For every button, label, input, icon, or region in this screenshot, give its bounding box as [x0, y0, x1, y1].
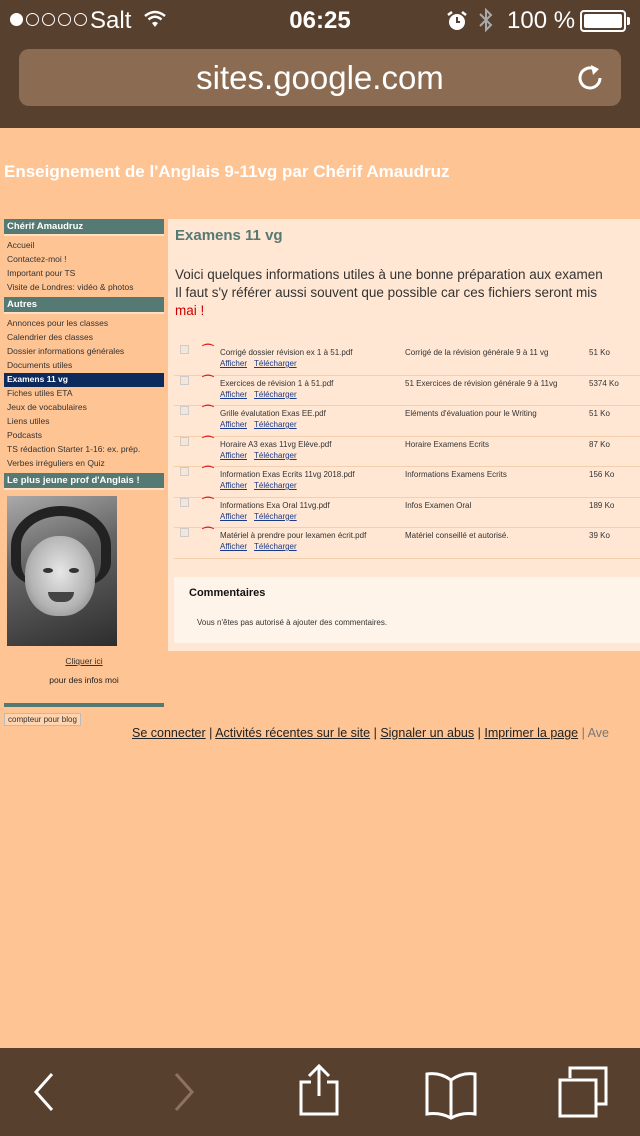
share-icon[interactable]: [297, 1062, 341, 1118]
view-link[interactable]: Afficher: [220, 511, 247, 521]
file-checkbox[interactable]: [180, 437, 189, 446]
pdf-icon: ⌒: [202, 495, 215, 510]
file-size: 39 Ko: [589, 531, 610, 540]
file-row: [174, 434, 640, 468]
battery-icon: [580, 10, 626, 32]
sidebar-item-accueil[interactable]: Accueil: [7, 240, 35, 250]
sidebar-divider: [4, 703, 164, 707]
intro-text: [175, 266, 640, 320]
comments-notice: Vous n'êtes pas autorisé à ajouter des commentaires.: [197, 618, 388, 627]
file-description: Horaire Examens Ecrits: [405, 439, 490, 449]
footer-link-report-abuse[interactable]: Signaler un abus: [380, 726, 475, 740]
comments-section: [174, 577, 640, 643]
footer-link-recent-activity[interactable]: Activités récentes sur le site: [215, 726, 371, 740]
file-size: 189 Ko: [589, 500, 615, 510]
reload-icon[interactable]: [575, 63, 605, 93]
sidebar-item-documents[interactable]: Documents utiles: [7, 360, 73, 370]
comments-title: Commentaires: [189, 587, 266, 599]
file-size: 5374 Ko: [589, 378, 619, 388]
back-icon[interactable]: [30, 1070, 58, 1114]
sidebar-item-fiches[interactable]: Fiches utiles ETA: [7, 388, 73, 398]
file-checkbox[interactable]: [180, 498, 189, 507]
download-link[interactable]: Télécharger: [253, 511, 297, 521]
view-link[interactable]: Afficher: [220, 420, 247, 429]
download-link[interactable]: Télécharger: [253, 389, 297, 399]
view-link[interactable]: Afficher: [220, 450, 247, 460]
main-content: [168, 219, 640, 651]
sidebar-header-jeune-prof: Le plus jeune prof d'Anglais !: [4, 473, 164, 490]
bookmarks-icon[interactable]: [424, 1070, 478, 1120]
teacher-photo: [7, 496, 117, 646]
file-description: Informations Examens Ecrits: [405, 470, 507, 479]
sidebar-item-ts-redaction[interactable]: TS rédaction Starter 1-16: ex. prép.: [7, 444, 141, 454]
cliquer-ici-link[interactable]: Cliquer ici: [65, 656, 103, 666]
sidebar-item-jeux[interactable]: Jeux de vocabulaires: [7, 402, 87, 412]
sidebar-item-liens[interactable]: Liens utiles: [7, 416, 50, 426]
file-name[interactable]: Matériel à prendre pour lexamen écrit.pdf: [220, 531, 367, 540]
file-checkbox[interactable]: [180, 345, 189, 354]
file-name[interactable]: Informations Exa Oral 11vg.pdf: [220, 500, 330, 510]
file-name[interactable]: Information Exas Ecrits 11vg 2018.pdf: [220, 470, 355, 479]
bluetooth-icon: [478, 6, 494, 34]
view-link[interactable]: Afficher: [220, 389, 247, 399]
file-size: 51 Ko: [589, 409, 610, 418]
view-link[interactable]: Afficher: [220, 542, 247, 551]
file-links: [220, 359, 304, 368]
battery-percent: 100 %: [507, 7, 576, 34]
file-description: Eléments d'évaluation pour le Writing: [405, 409, 537, 418]
footer-link-connect[interactable]: Se connecter: [132, 726, 206, 740]
tabs-icon[interactable]: [556, 1066, 610, 1120]
file-description: Corrigé de la révision générale 9 à 11 vg: [405, 348, 549, 357]
sidebar-header-autres: Autres: [4, 297, 164, 314]
page-title: Examens 11 vg: [175, 227, 283, 244]
pdf-icon: ⌒: [202, 404, 215, 418]
photo-caption: pour des infos moi: [49, 675, 119, 685]
view-link[interactable]: Afficher: [220, 481, 247, 490]
file-links: [220, 512, 304, 521]
file-links: [220, 542, 304, 551]
carrier-name: Salt: [90, 7, 132, 34]
view-link[interactable]: Afficher: [220, 359, 247, 368]
download-link[interactable]: Télécharger: [253, 542, 297, 551]
sidebar-item-dossier[interactable]: Dossier informations générales: [7, 346, 125, 356]
file-row: [174, 406, 640, 437]
file-name[interactable]: Corrigé dossier révision ex 1 à 51.pdf: [220, 348, 353, 357]
site-footer: Se connecter | Activités récentes sur le site | Signaler un abus | Imprimer la page | Ave: [132, 726, 609, 740]
file-description: Matériel conseillé et autorisé.: [405, 531, 509, 540]
sidebar-item-calendrier[interactable]: Calendrier des classes: [7, 332, 93, 342]
sidebar-item-london-visit[interactable]: Visite de Londres: vidéo & photos: [7, 282, 134, 292]
file-name[interactable]: Horaire A3 exas 11vg Elève.pdf: [220, 439, 332, 449]
file-name[interactable]: Exercices de révision 1 à 51.pdf: [220, 378, 334, 388]
site-title: Enseignement de l'Anglais 9-11vg par Chérif Amaudruz: [4, 162, 450, 181]
file-row: [174, 495, 640, 529]
file-row: [174, 373, 640, 407]
file-description: 51 Exercices de révision générale 9 à 11vg: [405, 378, 558, 388]
footer-trailing: | Ave: [581, 726, 609, 740]
file-row: [174, 467, 640, 498]
intro-line-2: Il faut s'y référer aussi souvent que possible car ces fichiers seront mis: [175, 285, 598, 300]
sidebar: [4, 219, 164, 726]
file-size: 156 Ko: [589, 470, 615, 479]
counter-button[interactable]: compteur pour blog: [4, 713, 81, 726]
file-links: [220, 481, 304, 490]
sidebar-item-contact[interactable]: Contactez-moi !: [7, 254, 67, 264]
alarm-icon: [446, 10, 468, 32]
pdf-icon: ⌒: [202, 434, 215, 449]
file-description: Infos Examen Oral: [405, 500, 472, 510]
pdf-icon: ⌒: [202, 373, 215, 388]
status-bar: [0, 0, 640, 40]
file-checkbox[interactable]: [180, 467, 189, 476]
file-checkbox[interactable]: [180, 376, 189, 385]
file-row: [174, 528, 640, 559]
web-page: [0, 128, 640, 1048]
download-link[interactable]: Télécharger: [253, 481, 297, 490]
sidebar-item-examens[interactable]: Examens 11 vg: [4, 373, 164, 387]
footer-link-print[interactable]: Imprimer la page: [484, 726, 579, 740]
browser-address-bar: [0, 40, 640, 128]
sidebar-item-annonces[interactable]: Annonces pour les classes: [7, 318, 109, 328]
file-size: 51 Ko: [589, 348, 610, 357]
intro-red-text: mai !: [175, 303, 205, 318]
download-link[interactable]: Télécharger: [253, 420, 297, 429]
file-links: [220, 451, 304, 460]
file-links: [220, 420, 304, 429]
file-row: [174, 345, 640, 376]
file-links: [220, 390, 304, 399]
forward-icon[interactable]: [170, 1070, 198, 1114]
download-link[interactable]: Télécharger: [253, 450, 297, 460]
clock: 06:25: [289, 7, 351, 34]
sidebar-item-important-ts[interactable]: Important pour TS: [7, 268, 76, 278]
file-checkbox[interactable]: [180, 528, 189, 537]
url-field[interactable]: [19, 49, 621, 106]
sidebar-item-podcasts[interactable]: Podcasts: [7, 430, 42, 440]
file-name[interactable]: Grille évalutation Exas EE.pdf: [220, 409, 326, 418]
pdf-icon: ⌒: [202, 343, 215, 357]
file-checkbox[interactable]: [180, 406, 189, 415]
pdf-icon: ⌒: [202, 465, 215, 479]
file-size: 87 Ko: [589, 439, 610, 449]
download-link[interactable]: Télécharger: [253, 359, 297, 368]
sidebar-item-verbes[interactable]: Verbes irréguliers en Quiz: [7, 458, 105, 468]
browser-toolbar: [0, 1048, 640, 1136]
url-text[interactable]: sites.google.com: [196, 59, 444, 96]
intro-line-1: Voici quelques informations utiles à une bonne préparation aux examen: [175, 267, 603, 282]
pdf-icon: ⌒: [202, 526, 215, 540]
sidebar-header-cherif: Chérif Amaudruz: [4, 219, 164, 236]
file-list: [174, 345, 640, 559]
